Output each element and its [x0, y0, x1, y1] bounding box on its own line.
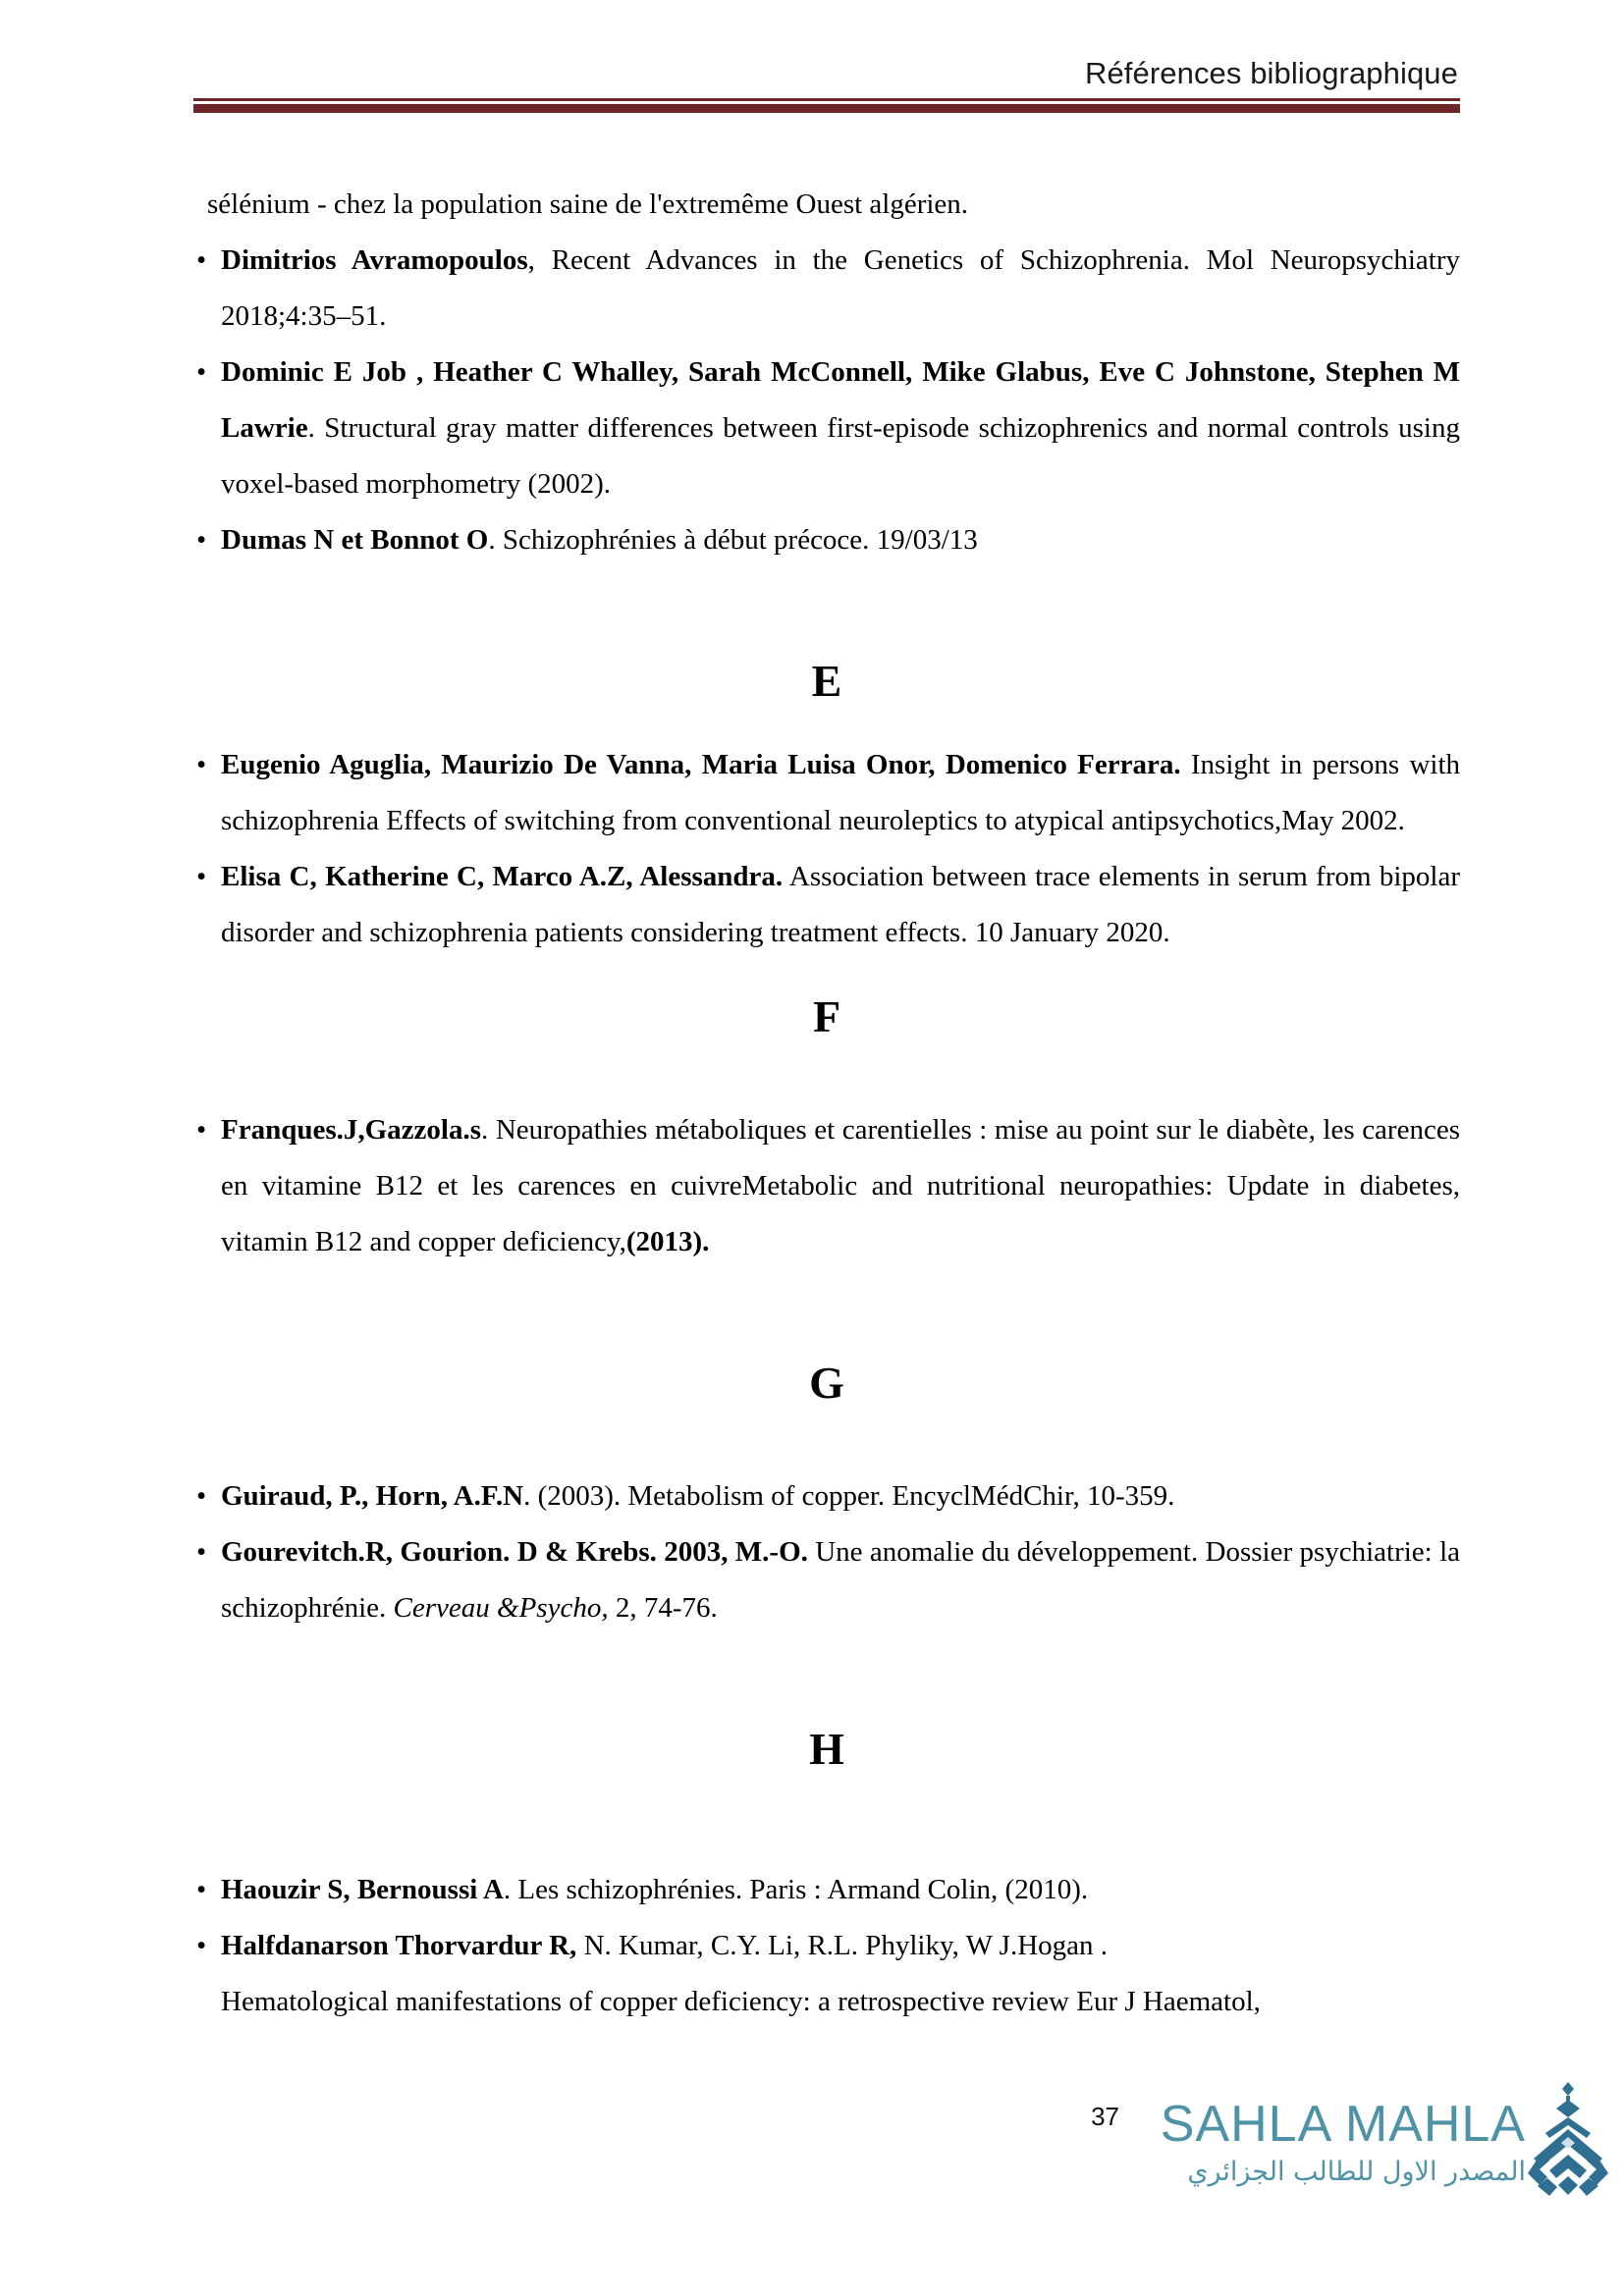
- page-content: [193, 177, 1460, 2030]
- entry-authors: Eugenio Aguglia, Maurizio De Vanna, Maria Luisa Onor, Domenico Ferrara.: [221, 749, 1181, 780]
- bullet-icon: •: [196, 1480, 207, 1512]
- bullet-icon: •: [196, 861, 207, 892]
- header-rule-thick: [193, 104, 1460, 113]
- section-heading-f: F: [812, 991, 841, 1041]
- section-spacer: [193, 1270, 1460, 1353]
- bullet-icon: •: [196, 1114, 207, 1146]
- bullet-icon: •: [196, 1536, 207, 1568]
- section-spacer: [193, 1636, 1460, 1719]
- bullet-icon: •: [196, 1930, 207, 1961]
- list-item: [193, 512, 1460, 568]
- heading-spacer: [193, 1414, 1460, 1468]
- reference-list-f: [193, 1102, 1460, 1270]
- header-rule: [193, 98, 1460, 113]
- list-item: [193, 849, 1460, 961]
- entry-authors: Dimitrios Avramopoulos: [221, 244, 528, 276]
- bullet-icon: •: [196, 244, 207, 276]
- section-spacer: [193, 961, 1460, 987]
- entry-text: . (2003). Metabolism of copper. EncyclMédChir, 10-359.: [523, 1480, 1175, 1512]
- entry-text: . Les schizophrénies. Paris : Armand Colin, (2010).: [503, 1874, 1089, 1905]
- intro-paragraph: sélénium - chez la population saine de l'extremême Ouest algérien.: [207, 188, 969, 220]
- entry-pages: 2, 74-76.: [608, 1592, 718, 1624]
- list-item: [193, 1524, 1460, 1636]
- watermark: [1161, 2080, 1610, 2204]
- bullet-icon: •: [196, 1874, 207, 1905]
- page-footer: [0, 2070, 1624, 2296]
- bullet-icon: •: [196, 524, 207, 556]
- entry-authors: Dumas N et Bonnot O: [221, 524, 489, 556]
- section-heading-g: G: [809, 1358, 844, 1408]
- bullet-icon: •: [196, 749, 207, 780]
- list-item: [193, 1862, 1460, 1918]
- entry-journal: Cerveau &Psycho,: [393, 1592, 609, 1624]
- entry-authors: Dominic E Job , Heather C Whalley, Sarah McConnell, Mike Glabus, Eve C Johnstone, Stephen M Lawrie: [221, 356, 1460, 444]
- heading-spacer: [193, 1780, 1460, 1862]
- entry-authors: Elisa C, Katherine C, Marco A.Z, Alessandra.: [221, 861, 784, 892]
- page-number: 37: [1091, 2102, 1119, 2131]
- entry-text: Association between trace elements in serum from bipolar disorder and schizophrenia patients considering treatment effects. 10 January 2020.: [221, 861, 1460, 948]
- section-spacer: [193, 568, 1460, 651]
- entry-text: N. Kumar, C.Y. Li, R.L. Phyliky, W J.Hogan .: [576, 1930, 1109, 1961]
- watermark-text-block: [1160, 2096, 1526, 2187]
- reference-list-h: [193, 1862, 1460, 2030]
- page-title: Références bibliographique: [1084, 56, 1458, 90]
- entry-authors: Guiraud, P., Horn, A.F.N: [221, 1480, 524, 1512]
- reference-list-d: [193, 233, 1460, 568]
- list-item: [193, 1102, 1460, 1270]
- list-item: [193, 1468, 1460, 1524]
- entry-year: (2013).: [625, 1226, 710, 1257]
- section-heading-e: E: [811, 656, 842, 706]
- section-heading-h: H: [809, 1724, 844, 1774]
- watermark-subtitle: المصدر الاول للطالب الجزائري: [1187, 2157, 1526, 2187]
- page-header: [193, 54, 1460, 113]
- entry-authors: Franques.J,Gazzola.s: [221, 1114, 482, 1146]
- entry-text: , Recent Advances in the Genetics of Schizophrenia. Mol Neuropsychiatry 2018;4:35–51.: [221, 244, 1461, 332]
- entry-authors: Gourevitch.R, Gourion. D & Krebs. 2003, M.-O.: [221, 1536, 808, 1568]
- entry-continuation: Hematological manifestations of copper deficiency: a retrospective review Eur J Haematol,: [221, 1986, 1261, 2017]
- watermark-title: SAHLA MAHLA: [1160, 2096, 1526, 2153]
- reference-list-g: [193, 1468, 1460, 1636]
- list-item: [193, 345, 1460, 512]
- entry-authors: Halfdanarson Thorvardur R,: [221, 1930, 577, 1961]
- entry-text: Insight in persons with schizophrenia Effects of switching from conventional neuroleptics to atypical antipsychotics,May 2002.: [221, 749, 1460, 836]
- heading-spacer: [193, 712, 1460, 737]
- entry-text: . Structural gray matter differences between first-episode schizophrenics and normal controls using voxel-based morphometry (2002).: [221, 412, 1460, 500]
- list-item: [193, 737, 1460, 849]
- entry-text: . Schizophrénies à début précoce. 19/03/13: [488, 524, 978, 556]
- list-item: [193, 1918, 1460, 1974]
- entry-text: Une anomalie du développement. Dossier psychiatrie: la schizophrénie.: [221, 1536, 1460, 1624]
- list-item: [193, 233, 1460, 345]
- entry-authors: Haouzir S, Bernoussi A: [221, 1874, 504, 1905]
- heading-spacer: [193, 1047, 1460, 1102]
- reference-list-e: [193, 737, 1460, 961]
- bullet-icon: •: [196, 356, 207, 388]
- entry-text: . Neuropathies métaboliques et carentielles : mise au point sur le diabète, les carences en vitamine B12 et les carences en cuivreMetabolic and nutritional neuropathies: Update in diabetes, vitamin B12 and copper deficiency,: [221, 1114, 1460, 1257]
- sahla-mahla-logo-icon: [1526, 2080, 1610, 2204]
